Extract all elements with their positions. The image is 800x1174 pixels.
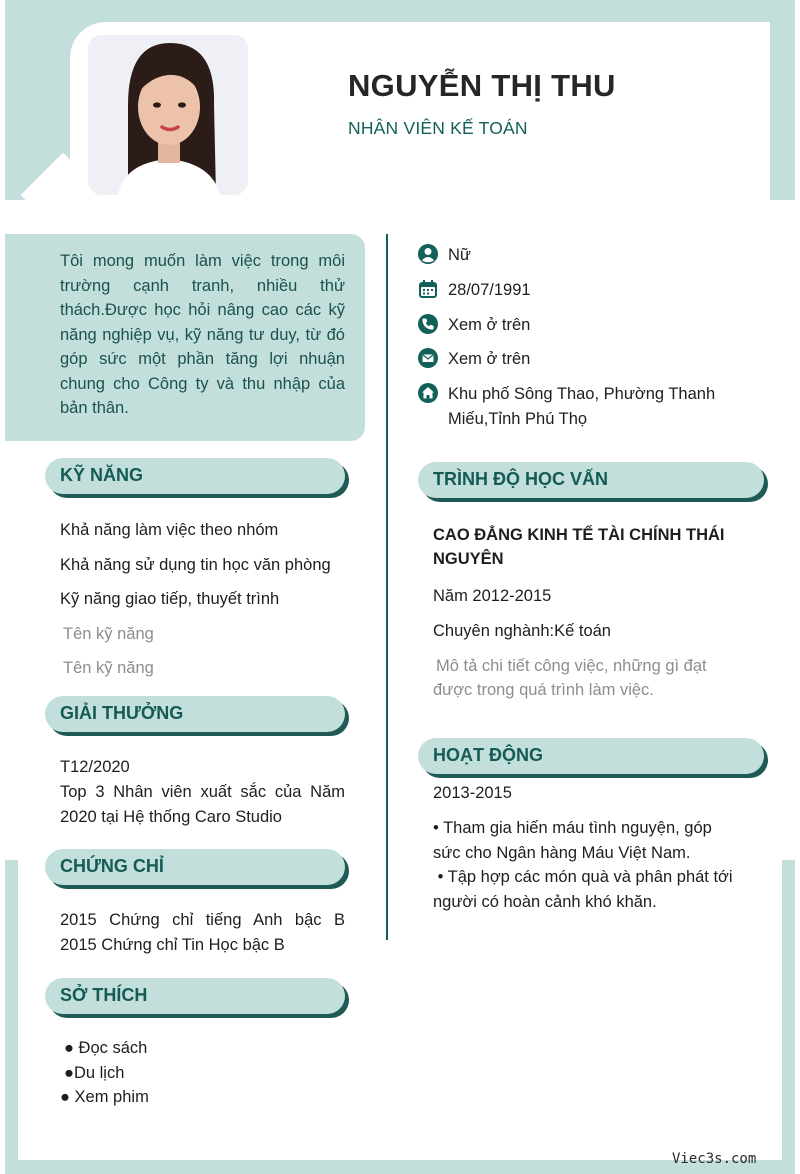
watermark: Viec3s.com [672, 1151, 757, 1167]
education-major: Chuyên nghành:Kế toán [433, 622, 611, 640]
skills-header [45, 458, 345, 494]
birthday-row [418, 278, 531, 303]
skill-placeholder: Tên kỹ năng [63, 659, 154, 677]
award-date: T12/2020 [60, 758, 130, 776]
activity-line: người có hoàn cảnh khó khăn. [433, 893, 657, 911]
gender-value: Nữ [448, 246, 471, 264]
skill-placeholder: Tên kỹ năng [63, 625, 154, 643]
email-row [418, 347, 530, 372]
hobby-item: ● Xem phim [60, 1088, 149, 1106]
hobby-item: ● Đọc sách [64, 1039, 148, 1057]
certificates-header [45, 849, 345, 885]
education-title: TRÌNH ĐỘ HỌC VẤN [433, 469, 608, 489]
school-name-line-1: CAO ĐẲNG KINH TẾ TÀI CHÍNH THÁI [433, 526, 725, 544]
education-description-line-1: Mô tả chi tiết công việc, những gì đạt [436, 657, 707, 675]
education-description-line-2: được trong quá trình làm việc. [433, 681, 654, 699]
education-header [418, 462, 764, 498]
phone-value: Xem ở trên [448, 316, 531, 334]
email-value: Xem ở trên [448, 350, 531, 368]
awards-header [45, 696, 345, 732]
activities-header [418, 738, 764, 774]
awards-title: GIẢI THƯỞNG [60, 703, 184, 723]
profile-photo [88, 35, 248, 195]
candidate-name: NGUYỄN THỊ THU [348, 68, 616, 103]
birthday-value: 28/07/1991 [448, 281, 531, 299]
job-title: NHÂN VIÊN KẾ TOÁN [348, 118, 528, 138]
activity-line: sức cho Ngân hàng Máu Việt Nam. [433, 844, 691, 862]
activities-title: HOẠT ĐỘNG [433, 745, 543, 765]
phone-row [418, 313, 530, 338]
home-icon [418, 383, 438, 403]
hobbies-title: SỞ THÍCH [60, 985, 148, 1005]
career-objective: Tôi mong muốn làm việc trong môi trường cạnh tranh, nhiều thử thách.Được học hỏi nâng cao các kỹ năng nghiệp vụ, kỹ năng tư duy, từ đó góp sức một phần tăng lợi nhuận chung cho Công ty và thu nhập của bản thân. [5, 234, 365, 441]
hobby-item: ●Du lịch [64, 1064, 125, 1082]
calendar-icon [418, 279, 438, 299]
certificate-item: 2015 Chứng chỉ tiếng Anh bậc B [60, 911, 345, 929]
award-description: Top 3 Nhân viên xuất sắc của Năm 2020 tại Hệ thống Caro Studio [60, 783, 345, 826]
activity-line: • Tham gia hiến máu tình nguyện, góp [433, 819, 712, 837]
skill-item: Kỹ năng giao tiếp, thuyết trình [60, 590, 280, 608]
school-name-line-2: NGUYÊN [433, 550, 504, 568]
user-icon [418, 244, 438, 264]
education-years: Năm 2012-2015 [433, 587, 552, 605]
address-row [418, 382, 715, 431]
address-line-2: Miếu,Tỉnh Phú Thọ [448, 409, 588, 428]
column-divider [386, 234, 388, 940]
activity-line: • Tập hợp các món quà và phân phát tới [433, 868, 733, 886]
certificate-item: 2015 Chứng chỉ Tin Học bậc B [60, 936, 285, 954]
skill-item: Khả năng làm việc theo nhóm [60, 521, 279, 539]
skills-title: KỸ NĂNG [60, 465, 144, 485]
activities-years: 2013-2015 [433, 784, 512, 802]
address-line-1: Khu phố Sông Thao, Phường Thanh [448, 385, 716, 403]
gender-row [418, 243, 471, 268]
skill-item: Khả năng sử dụng tin học văn phòng [60, 556, 331, 574]
email-icon [418, 348, 438, 368]
hobbies-header [45, 978, 345, 1014]
phone-icon [418, 314, 438, 334]
certificates-title: CHỨNG CHỈ [60, 856, 164, 876]
